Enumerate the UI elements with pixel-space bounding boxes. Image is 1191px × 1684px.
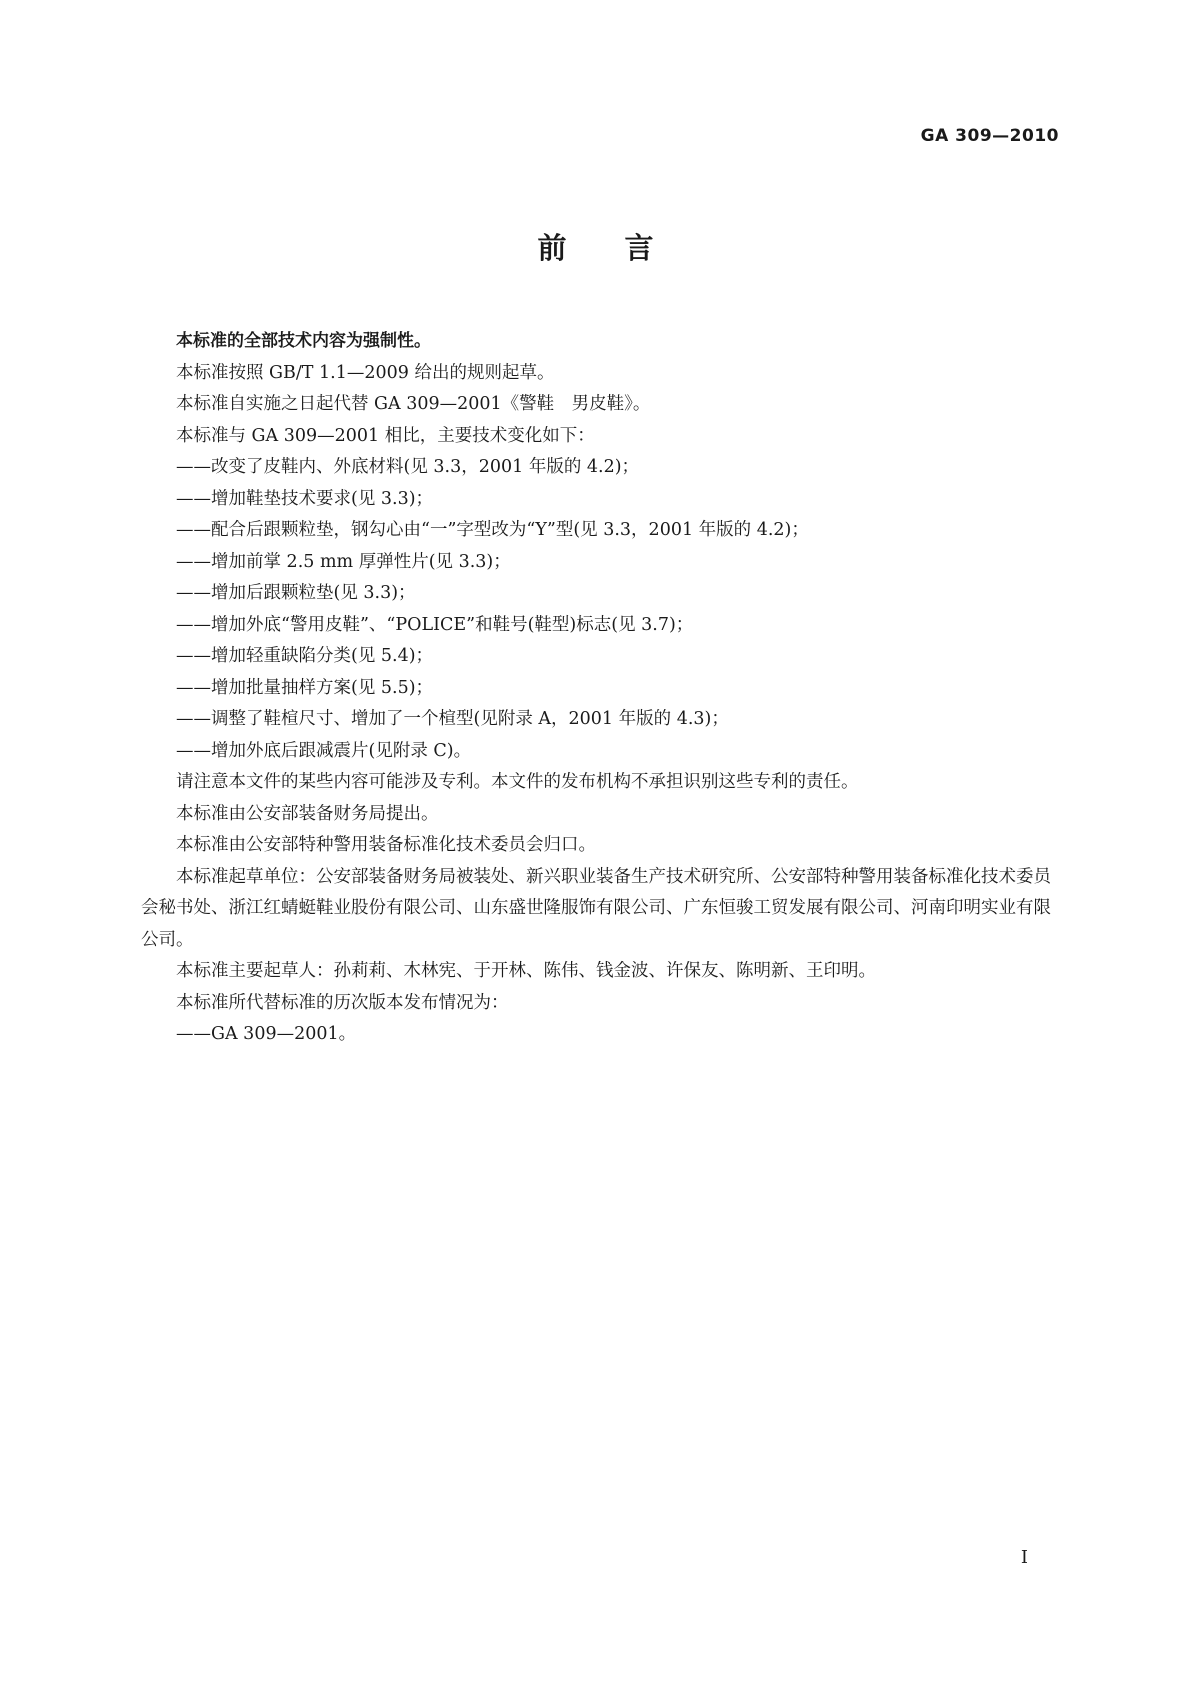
paragraph: 本标准与 GA 309—2001 相比，主要技术变化如下： — [176, 425, 595, 446]
page-number: I — [1020, 1547, 1028, 1568]
page-title: 前言 — [537, 231, 712, 265]
change-list-item: ——增加外底“警用皮鞋”、“POLICE”和鞋号(鞋型)标志(见 3.7)； — [176, 614, 694, 635]
paragraph: 请注意本文件的某些内容可能涉及专利。本文件的发布机构不承担识别这些专利的责任。 — [176, 772, 859, 792]
change-list-item: ——增加外底后跟减震片(见附录 C)。 — [176, 740, 472, 761]
paragraph: 本标准自实施之日起代替 GA 309—2001《警鞋 男皮鞋》。 — [176, 394, 651, 414]
change-list-item: ——增加前掌 2.5 mm 厚弹性片(见 3.3)； — [176, 551, 511, 572]
standard-code: GA 309—2010 — [920, 126, 1059, 146]
change-list-item: ——配合后跟颗粒垫，钢勾心由“一”字型改为“Y”型(见 3.3，2001 年版的 4.2)； — [176, 520, 809, 540]
paragraph: 本标准由公安部特种警用装备标准化技术委员会归口。 — [176, 835, 596, 855]
change-list-item: ——改变了皮鞋内、外底材料(见 3.3，2001 年版的 4.2)； — [176, 457, 640, 477]
paragraph-drafting-units: 本标准起草单位：公安部装备财务局被装处、新兴职业装备生产技术研究所、公安部特种警用装备标准化技术委员会秘书处、浙江红蜻蜓鞋业股份有限公司、山东盛世隆服饰有限公司、广东恒骏工贸发展有限公司、河南印明实业有限公司。 — [141, 866, 1051, 950]
paragraph: 本标准所代替标准的历次版本发布情况为： — [176, 992, 509, 1013]
paragraph: 本标准由公安部装备财务局提出。 — [176, 803, 439, 824]
paragraph: 本标准按照 GB/T 1.1—2009 给出的规则起草。 — [176, 362, 555, 383]
paragraph-mandatory-statement: 本标准的全部技术内容为强制性。 — [176, 331, 431, 351]
change-list-item: ——调整了鞋楦尺寸、增加了一个楦型(见附录 A，2001 年版的 4.3)； — [176, 709, 729, 729]
paragraph-drafters: 本标准主要起草人：孙莉莉、木林宪、于开林、陈伟、钱金波、许保友、陈明新、王印明。 — [176, 961, 876, 981]
change-list-item: ——增加后跟颗粒垫(见 3.3)； — [176, 583, 416, 603]
change-list-item: ——增加鞋垫技术要求(见 3.3)； — [176, 488, 434, 509]
foreword-body — [141, 326, 1065, 1051]
change-list-item: ——增加批量抽样方案(见 5.5)； — [176, 677, 434, 698]
change-list-item: ——增加轻重缺陷分类(见 5.4)； — [176, 646, 434, 666]
history-list-item: ——GA 309—2001。 — [176, 1024, 357, 1044]
